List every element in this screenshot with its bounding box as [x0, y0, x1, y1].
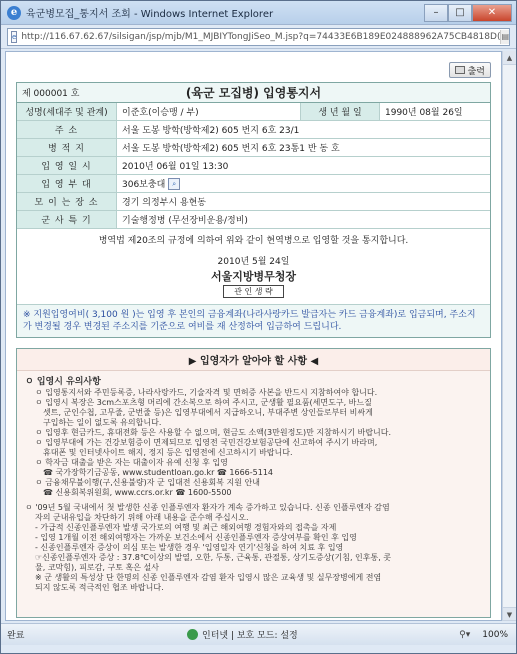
label-address: 주 소 — [17, 121, 117, 138]
doc-header — [17, 83, 490, 103]
label-military-register: 병 적 지 — [17, 139, 117, 156]
info-body — [17, 371, 490, 593]
url-text: http://116.67.62.67/silsigan/jsp/mjb/M1_MJBIYTongJiSeo_M.jsp?q=74433E6B189E024888962A75CB4818D( — [21, 31, 501, 42]
label-unit: 입 영 부 대 — [17, 175, 117, 192]
scroll-down-icon[interactable]: ▼ — [503, 607, 516, 621]
row-gather — [17, 193, 490, 211]
section2-line: ㅇ '09년 5월 국내에서 첫 발생한 신종 인플루엔자 환자가 계속 증가하고 있습니다. 신종 인플루엔자 감염 — [25, 503, 390, 512]
address-field[interactable] — [7, 28, 510, 46]
page-icon: e — [12, 32, 17, 41]
section1-line: 구입하는 일이 없도록 유의합니다. — [43, 418, 162, 427]
value-date: 2010년 06월 01일 13:30 — [117, 157, 490, 174]
status-right — [459, 630, 516, 640]
row-date — [17, 157, 490, 175]
section2-line: ※ 군 생활의 특성상 단 한명의 신종 인플루엔자 감염 환자 입영시 많은 교육생 및 실무장병에게 전염 — [35, 573, 382, 582]
official-stamp: 관 인 생 략 — [223, 285, 284, 298]
section1-line: 휴대폰 및 인터넷사이트 해지, 정지 등은 입영전에 신고하시기 바랍니다. — [43, 448, 293, 457]
ie-icon: e — [7, 6, 21, 20]
status-done: 완료 — [7, 631, 25, 641]
section1-line: ☎ 신용회복위원회, www.ccrs.or.kr ☎ 1600-5500 — [43, 488, 232, 497]
value-unit: 306보충대 — [122, 180, 166, 190]
section1-line: ㅇ 학자금 대출을 받은 자는 대출이자 유예 신청 후 입영 — [35, 458, 228, 467]
notice-text: 병역법 제20조의 규정에 의하여 위와 같이 현역병으로 입영할 것을 통지합니다. — [17, 229, 490, 248]
sign-org: 서울지방병무청장 — [210, 270, 296, 283]
address-bar — [1, 25, 516, 49]
unit-search-icon[interactable]: ⌕ — [168, 178, 180, 190]
print-area — [6, 52, 501, 82]
value-address: 서울 도봉 방학(방학제2) 605 번지 6호 23/1 — [117, 121, 490, 138]
section1-line: ㅇ 입영부대에 가는 건강보험증이 면제되므로 입영전 국민건강보험공단에 신고하여 주시기 바라며, — [35, 438, 378, 447]
zoom-level[interactable]: 100% — [482, 629, 508, 640]
scroll-up-icon[interactable]: ▲ — [503, 51, 516, 65]
section2-line: ☞신종인플루엔자 증상 : 37.8℃이상의 발열, 오한, 두통, 근육통, 관절통, 상기도증상(기침, 인후통, 콧 — [35, 553, 392, 562]
section2-line: - 가급적 신종인플루엔자 발생 국가로의 여행 및 최근 해외여행 경험자와의 접촉을 자제 — [35, 523, 337, 532]
value-gather: 경기 의정부시 용현동 — [117, 193, 490, 210]
printer-icon — [455, 66, 465, 74]
row-unit — [17, 175, 490, 193]
section2-line: - 입영 1개월 이전 해외여행자는 가까운 보건소에서 신종인플루엔자 증상여부를 확인 후 입영 — [35, 533, 357, 542]
doc-number: 제 000001 호 — [22, 89, 80, 99]
row-name — [17, 103, 490, 121]
section1-line: ㅇ 입영시 복장은 3cm스포츠형 머리에 간소복으로 하여 주시고, 군생활 필요품(세면도구, 바느질 — [35, 398, 372, 407]
label-date: 입 영 일 시 — [17, 157, 117, 174]
info-box — [16, 348, 491, 618]
section2-line: - 신종인플루엔자 증상이 의심 또는 발생한 경우 '입영일자 연기'신청을 하여 치료 후 입영 — [35, 543, 344, 552]
value-birth: 1990년 08월 26일 — [380, 103, 490, 120]
label-specialty: 군 사 특 기 — [17, 211, 117, 228]
zone-text: 인터넷 | 보호 모드: 설정 — [202, 631, 298, 641]
value-unit-cell — [117, 175, 490, 192]
vertical-scrollbar[interactable] — [502, 51, 516, 621]
section2-line: 물, 코막힘), 피로감, 구토 혹은 설사 — [35, 563, 159, 572]
enlistment-notice — [16, 82, 491, 338]
row-military-register — [17, 139, 490, 157]
value-military-register: 서울 도봉 방학(방학제2) 605 번지 6호 23통1 반 동 호 — [117, 139, 490, 156]
section2-line: 되지 않도록 적극적인 협조 바랍니다. — [35, 583, 164, 592]
sign-date: 2010년 5월 24일 — [217, 257, 290, 267]
section1-line: ㅇ 입영후 현금카드, 휴대전화 등은 사용할 수 없으며, 현금도 소액(3만원정도)만 지참하시기 바랍니다. — [35, 428, 392, 437]
section1-line: ☎ 국가장학기금공동, www.studentloan.go.kr ☎ 1666-5114 — [43, 468, 274, 477]
security-zone — [187, 628, 298, 641]
travel-allowance-warning: ※ 지원입영여비( 3,100 원 )는 입영 후 본인의 금융계좌(나라사랑카드 발급자는 카드 금융계좌)로 입금되며, 주소지가 변경될 경우 변경된 주소지를 기준으로 여비를 재 산정하여 입금하여 드립니다. — [17, 304, 490, 337]
status-bar — [1, 623, 516, 645]
window-title: 육군병모집_통지서 조회 - Windows Internet Explorer — [26, 9, 274, 20]
print-button[interactable] — [449, 62, 491, 78]
signature-block — [17, 248, 490, 304]
value-specialty: 기술행정병 (무선장비운용/정비) — [117, 211, 490, 228]
label-birth: 생 년 월 일 — [300, 103, 380, 120]
page-menu-icon[interactable]: ▤ — [500, 30, 509, 44]
value-name: 이준호(이승맹 / 부) — [117, 103, 300, 120]
minimize-button[interactable]: – — [424, 4, 448, 22]
section1-title: ㅇ 입영시 유의사항 — [25, 377, 101, 387]
row-specialty — [17, 211, 490, 229]
maximize-button[interactable]: □ — [448, 4, 472, 22]
row-address — [17, 121, 490, 139]
title-bar — [1, 1, 516, 25]
section2-line: 자의 군내유입을 차단하기 위해 아래 내용을 준수해 주십시오. — [35, 513, 249, 522]
close-button[interactable]: ✕ — [472, 4, 512, 22]
section1-line: 셋트, 군인수첩, 고무줄, 군번줄 등)은 입영부대에서 지급하오니, 부대주변 상인들로부터 비싸게 — [43, 408, 373, 417]
print-label: 출력 — [467, 66, 485, 77]
section1-line: ㅇ 입영통지서와 주민등록증, 나라사랑카드, 기술자격 및 면허증 사본을 반드시 지참하여야 합니다. — [35, 388, 378, 397]
label-gather: 모 이 는 장 소 — [17, 193, 117, 210]
label-name: 성명(세대주 및 관계) — [17, 103, 117, 120]
lock-icon[interactable]: ⚲▾ — [459, 629, 471, 640]
doc-title: (육군 모집병) 입영통지서 — [185, 86, 322, 100]
page-content — [5, 51, 502, 621]
globe-icon — [187, 629, 198, 640]
info-header: ▶ 입영자가 알아야 할 사항 ◀ — [17, 349, 490, 371]
window-controls — [424, 4, 512, 22]
section1-line: ㅇ 금융채무불이행(구,신용불량)자 군 입대전 신용회복 지원 안내 — [35, 478, 260, 487]
